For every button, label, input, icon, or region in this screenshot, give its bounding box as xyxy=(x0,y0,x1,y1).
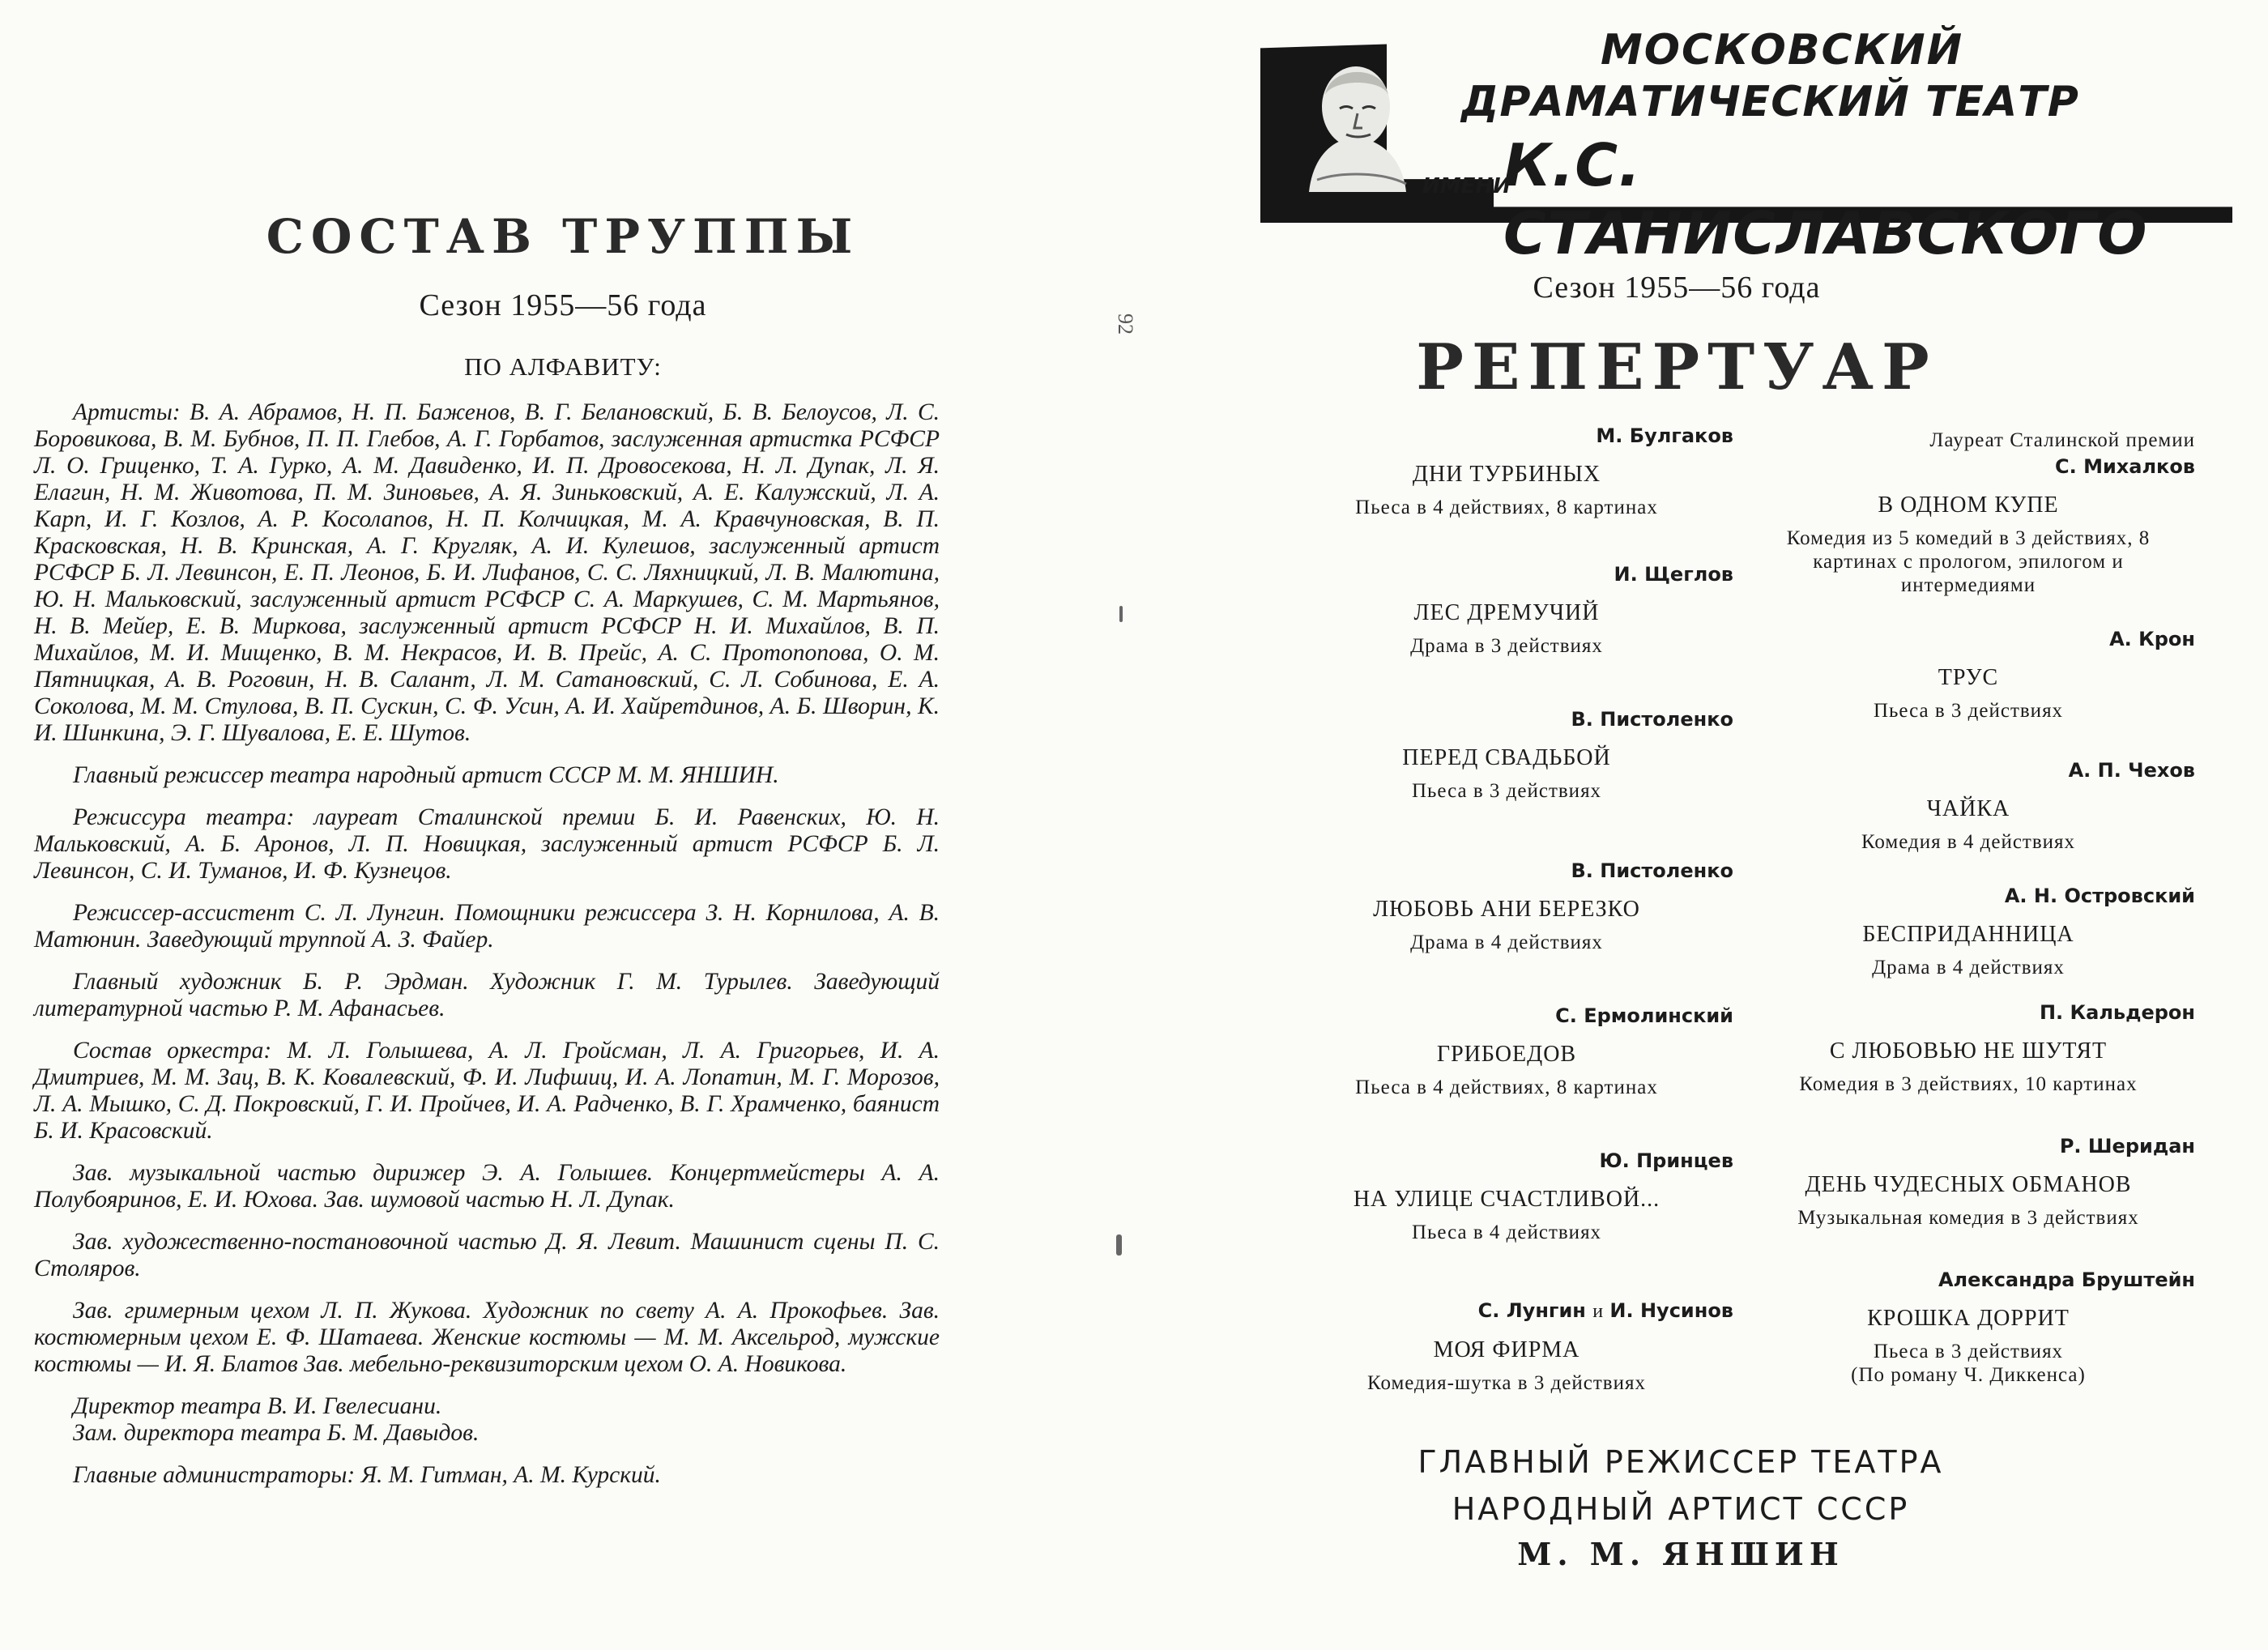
workshops-paragraph: Зав. гримерным цехом Л. П. Жукова. Художник по свету А. А. Прокофьев. Зав. костюмерным цехом Е. Ф. Шатаева. Женские костюмы — М. М. Аксельрод, мужские костюмы — И. Я. Блатов Зав. мебельно-реквизиторским цехом О. А. Новикова. xyxy=(34,1298,940,1377)
play-author: Александра Бруштейн xyxy=(1938,1268,2195,1291)
play-author: А. Крон xyxy=(2109,628,2195,650)
play-title: МОЯ ФИРМА xyxy=(1433,1337,1580,1362)
troupe-title: СОСТАВ ТРУППЫ xyxy=(266,209,860,264)
assistant-director-paragraph: Режиссер-ассистент С. Л. Лунгин. Помощники режиссера З. Н. Корнилова, А. В. Матюнин. Заведующий труппой А. З. Файер. xyxy=(34,900,940,953)
play-title: ГРИБОЕДОВ xyxy=(1436,1042,1577,1067)
orchestra-paragraph: Состав оркестра: М. Л. Голышева, А. Л. Гройсман, Л. А. Григорьев, И. А. Дмитриев, М. М. Зац, В. К. Ковалевский, Ф. И. Лифшиц, И. А. Лопатин, М. Г. Морозов, Л. А. Мышко, С. Д. Покровский, Г. И. Пройчев, И. А. Радченко, В. Г. Храмченко, баянист Б. И. Красовский. xyxy=(34,1038,940,1144)
director-line-1: ГЛАВНЫЙ РЕЖИССЕР ТЕАТРА xyxy=(1418,1444,1944,1480)
deputy-director-line: Зам. директора театра Б. М. Давыдов. xyxy=(73,1420,480,1446)
masthead-name: К.С. СТАНИСЛАВСКОГО xyxy=(1503,131,2148,267)
play-genre: Пьеса в 3 действиях xyxy=(1411,780,1602,802)
play-entry xyxy=(1742,885,2195,979)
chief-director-block xyxy=(1183,1439,2179,1572)
page-number: 92 xyxy=(1114,313,1137,335)
play-author: С. Михалков xyxy=(2054,455,2195,478)
play-genre: Комедия-шутка в 3 действиях xyxy=(1367,1372,1646,1394)
chief-director-paragraph: Главный режиссер театра народный артист СССР М. М. ЯНШИН. xyxy=(73,762,779,788)
troupe-season: Сезон 1955—56 года xyxy=(419,288,707,322)
play-author: М. Булгаков xyxy=(1596,424,1733,447)
play-title: КРОШКА ДОРРИТ xyxy=(1867,1306,2070,1331)
artists-staff-paragraph: Главный художник Б. Р. Эрдман. Художник Г. М. Турылев. Заведующий литературной частью Р. М. Афанасьев. xyxy=(34,969,940,1021)
play-title: ПЕРЕД СВАДЬБОЙ xyxy=(1402,745,1611,770)
play-title: ЧАЙКА xyxy=(1926,796,2010,821)
repertoire-page xyxy=(1183,0,2268,1650)
play-author: В. Пистоленко xyxy=(1571,708,1733,731)
play-genre: Пьеса в 3 действиях xyxy=(1873,700,2064,722)
play-author: А. Н. Островский xyxy=(2004,885,2195,907)
play-title: НА УЛИЦЕ СЧАСТЛИВОЙ... xyxy=(1353,1187,1660,1212)
play-author: И. Щеглов xyxy=(1614,563,1733,586)
play-title: ЛЮБОВЬ АНИ БЕРЕЗКО xyxy=(1373,897,1640,922)
artists-paragraph: Артисты: В. А. Абрамов, Н. П. Баженов, В. Г. Белановский, Б. В. Белоусов, Л. С. Боровикова, В. М. Бубнов, П. П. Глебов, А. Г. Горбатов, заслуженная артистка РСФСР Л. О. Гриценко, Т. А. Гурко, А. М. Давиденко, И. П. Дровосекова, Н. Л. Дупак, Л. Я. Елагин, Н. М. Животова, П. М. Зиновьев, А. Я. Зиньковский, А. Е. Калужский, Л. А. Карп, И. Г. Козлов, А. Р. Косолапов, Н. П. Колчицкая, М. А. Кравчуновская, В. П. Красковская, Н. В. Кринская, А. Г. Кругляк, А. И. Кулешов, заслуженный артист РСФСР Б. Л. Левинсон, Е. П. Леонов, Б. И. Лифанов, С. С. Ляхницкий, Л. В. Малютина, Ю. Н. Мальковский, заслуженный артист РСФСР С. А. Маркушев, С. М. Мартьянов, Н. В. Мейер, Е. В. Миркова, заслуженный артист РСФСР Н. И. Михайлов, В. П. Михайлов, М. И. Мищенко, В. М. Некрасов, И. В. Прейс, А. С. Протопопова, О. М. Пятницкая, А. В. Роговин, Н. В. Салант, Л. М. Сатановский, С. Л. Собинова, Е. А. Соколова, М. М. Стулова, В. П. Сускин, С. Ф. Усин, А. И. Хайретдинов, А. Б. Шворин, К. И. Шинкина, Э. Г. Шувалова, Е. Е. Шутов. xyxy=(34,399,940,746)
play-genre: Музыкальная комедия в 3 действиях xyxy=(1797,1207,2139,1229)
repertoire-title: РЕПЕРТУАР xyxy=(1416,330,1938,404)
play-entry xyxy=(1280,708,1733,803)
play-author: Ю. Принцев xyxy=(1599,1149,1733,1172)
print-smudge xyxy=(1119,606,1123,622)
director-line-2: НАРОДНЫЙ АРТИСТ СССР xyxy=(1452,1491,1910,1527)
play-source-note: (По роману Ч. Диккенса) xyxy=(1851,1364,2086,1386)
repertoire-season: Сезон 1955—56 года xyxy=(1533,271,1821,305)
play-author: В. Пистоленко xyxy=(1571,859,1733,882)
play-genre: Пьеса в 3 действиях xyxy=(1873,1341,2064,1362)
play-genre: Драма в 3 действиях xyxy=(1410,635,1603,657)
play-title: БЕСПРИДАННИЦА xyxy=(1862,922,2074,947)
print-smudge xyxy=(1116,1234,1122,1256)
play-genre: Пьеса в 4 действиях xyxy=(1411,1222,1602,1243)
play-author-second: И. Нусинов xyxy=(1609,1299,1733,1322)
play-author-conjunction: и xyxy=(1592,1301,1604,1322)
play-author xyxy=(1280,1299,1733,1323)
play-entry xyxy=(1280,424,1733,519)
play-entry xyxy=(1742,1268,2195,1387)
alphabetical-heading: ПО АЛФАВИТУ: xyxy=(464,352,662,381)
play-entry xyxy=(1742,1001,2195,1096)
play-genre: Драма в 4 действиях xyxy=(1872,957,2065,978)
play-genre: Драма в 4 действиях xyxy=(1410,932,1603,953)
director-name: М. М. ЯНШИН xyxy=(1517,1536,1844,1572)
theatre-masthead xyxy=(1260,24,2232,267)
administrators-paragraph: Главные администраторы: Я. М. Гитман, А. М. Курский. xyxy=(73,1462,661,1488)
play-entry xyxy=(1280,1299,1733,1395)
play-entry xyxy=(1280,1004,1733,1099)
play-genre: Комедия в 3 действиях, 10 картинах xyxy=(1799,1073,2138,1095)
play-entry xyxy=(1742,1135,2195,1230)
play-title: ДЕНЬ ЧУДЕСНЫХ ОБМАНОВ xyxy=(1805,1172,2132,1197)
stanislavsky-portrait-icon xyxy=(1293,50,1414,192)
production-department-paragraph: Зав. художественно-постановочной частью Д. Я. Левит. Машинист сцены П. С. Столяров. xyxy=(34,1229,940,1281)
play-title: ЛЕС ДРЕМУЧИЙ xyxy=(1413,600,1600,625)
play-genre: Комедия из 5 комедий в 3 действиях, 8 картинах с прологом, эпилогом и интермедиями xyxy=(1786,527,2151,596)
play-entry xyxy=(1742,628,2195,723)
play-entry xyxy=(1280,1149,1733,1244)
play-author: С. Ермолинский xyxy=(1555,1004,1733,1027)
staff-list xyxy=(34,399,940,1504)
play-entry xyxy=(1280,859,1733,954)
theatre-director-line: Директор театра В. И. Гвелесиани. xyxy=(73,1393,442,1419)
play-entry xyxy=(1280,563,1733,658)
play-entry xyxy=(1742,429,2195,597)
music-department-paragraph: Зав. музыкальной частью дирижер Э. А. Голышев. Концертмейстеры А. А. Полубояринов, Е. И. Юхова. Зав. шумовой частью Н. Л. Дупак. xyxy=(34,1160,940,1213)
play-title: В ОДНОМ КУПЕ xyxy=(1878,492,2059,518)
play-title: С ЛЮБОВЬЮ НЕ ШУТЯТ xyxy=(1829,1038,2108,1064)
play-title: ТРУС xyxy=(1938,665,1999,690)
play-genre: Комедия в 4 действиях xyxy=(1861,831,2076,853)
play-genre: Пьеса в 4 действиях, 8 картинах xyxy=(1355,497,1658,518)
play-entry xyxy=(1742,759,2195,854)
directing-paragraph: Режиссура театра: лауреат Сталинской премии Б. И. Равенских, Ю. Н. Мальковский, А. Б. Аронов, Л. П. Новицкая, заслуженный артист РСФСР Б. Л. Левинсон, С. И. Туманов, И. Ф. Кузнецов. xyxy=(34,804,940,884)
masthead-line-2: ДРАМАТИЧЕСКИЙ ТЕАТР xyxy=(1461,78,2079,126)
play-title: ДНИ ТУРБИНЫХ xyxy=(1412,462,1601,487)
masthead-imeni: ИМЕНИ xyxy=(1422,174,1511,198)
play-author-first: С. Лунгин xyxy=(1477,1299,1586,1322)
play-author: А. П. Чехов xyxy=(2068,759,2195,782)
play-author: П. Кальдерон xyxy=(2039,1001,2195,1024)
play-author: Р. Шеридан xyxy=(2059,1135,2195,1158)
play-genre: Пьеса в 4 действиях, 8 картинах xyxy=(1355,1077,1658,1098)
play-laureate-note: Лауреат Сталинской премии xyxy=(1929,429,2195,451)
masthead-line-1: МОСКОВСКИЙ xyxy=(1601,26,1964,75)
